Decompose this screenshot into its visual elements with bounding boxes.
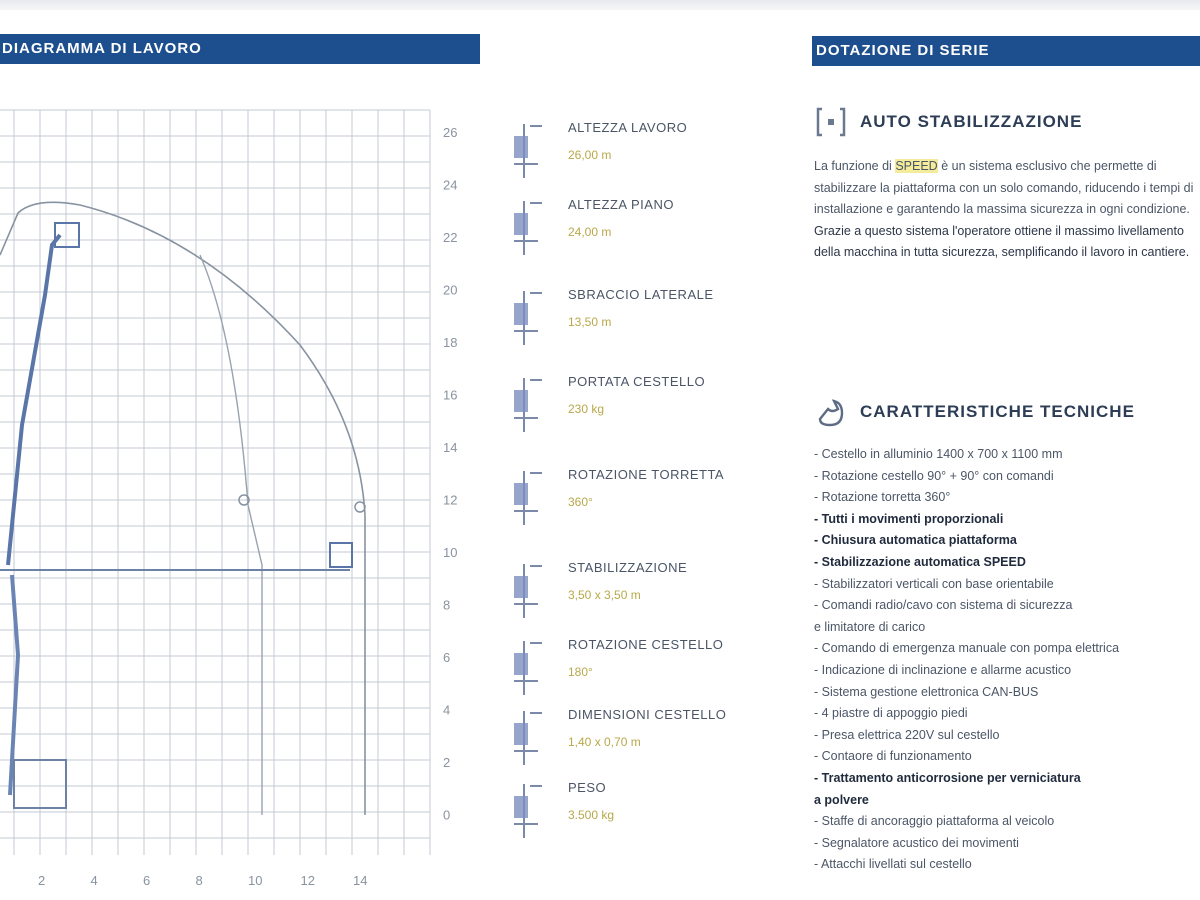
spec-name: STABILIZZAZIONE	[568, 560, 688, 575]
y-tick-label: 0	[443, 807, 451, 823]
spec-value: 3,50 x 3,50 m	[568, 588, 641, 602]
technical-feature-item: - Cestello in alluminio 1400 x 700 x 1100 mm	[814, 447, 1063, 461]
technical-features-icon	[814, 395, 848, 429]
spec-name: PESO	[568, 780, 607, 795]
technical-feature-item: - Stabilizzatori verticali con base orientabile	[814, 576, 1054, 591]
technical-feature-item: - Comando di emergenza manuale con pompa elettrica	[814, 641, 1120, 656]
x-tick-label: 10	[248, 873, 263, 888]
y-tick-label: 22	[443, 230, 458, 245]
outreach-icon	[500, 285, 550, 355]
auto-stabilization-heading	[814, 105, 1082, 139]
standard-equipment-header: DOTAZIONE DI SERIE	[812, 36, 1200, 66]
basket-load-icon	[500, 372, 550, 442]
spec-item	[500, 558, 750, 628]
spec-value: 13,50 m	[568, 315, 612, 329]
technical-features-list	[814, 444, 1194, 876]
basket-rotation-icon	[500, 635, 550, 705]
technical-feature-item: - Attacchi livellati sul cestello	[814, 857, 972, 872]
spec-name: SBRACCIO LATERALE	[568, 287, 714, 302]
spec-item	[500, 372, 750, 442]
speed-highlight: SPEED	[895, 159, 938, 173]
boom-arm	[8, 235, 60, 565]
x-tick-label: 4	[90, 873, 98, 888]
working-envelope-outer	[0, 202, 365, 815]
y-tick-label: 16	[443, 387, 458, 403]
basket-size-icon	[500, 705, 550, 775]
y-tick-label: 26	[443, 125, 458, 140]
y-tick-label: 18	[443, 335, 458, 350]
spec-name: ROTAZIONE TORRETTA	[568, 467, 725, 482]
spec-value: 230 kg	[568, 402, 605, 416]
top-band	[0, 0, 1200, 10]
spec-value: 180°	[568, 665, 593, 679]
spec-item	[500, 778, 750, 848]
y-tick-label: 6	[443, 650, 451, 665]
working-diagram-header: DIAGRAMMA DI LAVORO	[0, 34, 480, 64]
technical-feature-item: a polvere	[814, 792, 869, 807]
platform-height-icon	[500, 195, 550, 265]
technical-feature-item: - Stabilizzazione automatica SPEED	[814, 554, 1026, 569]
spec-value: 1,40 x 0,70 m	[568, 735, 641, 749]
x-tick-label: 8	[195, 873, 203, 888]
joint-b	[355, 502, 365, 512]
x-tick-label: 2	[38, 873, 46, 888]
y-tick-label: 20	[443, 282, 458, 298]
spec-name: DIMENSIONI CESTELLO	[568, 707, 727, 722]
working-envelope	[0, 202, 365, 815]
technical-features-heading	[814, 395, 1135, 429]
y-tick-label: 10	[443, 545, 458, 560]
technical-feature-item: - Chiusura automatica piattaforma	[814, 533, 1017, 548]
technical-feature-item: - 4 piastre di appoggio piedi	[814, 706, 968, 721]
x-tick-label: 6	[143, 873, 151, 888]
working-height-icon	[500, 118, 550, 188]
spec-value: 24,00 m	[568, 225, 612, 239]
turret-rotation-icon	[500, 465, 550, 535]
reach-basket	[330, 543, 352, 567]
spec-name: ROTAZIONE CESTELLO	[568, 637, 724, 652]
technical-feature-item: - Segnalatore acustico dei movimenti	[814, 835, 1019, 850]
x-axis-ticks	[38, 873, 367, 888]
spec-name: ALTEZZA LAVORO	[568, 120, 688, 135]
x-tick-label: 14	[353, 873, 368, 888]
stabilizers-icon	[500, 558, 550, 628]
y-tick-label: 14	[443, 440, 458, 455]
x-tick-label: 12	[300, 873, 315, 888]
spec-item	[500, 118, 750, 188]
auto-stabilization-icon	[814, 105, 848, 139]
y-tick-label: 24	[443, 177, 458, 193]
technical-feature-item: - Sistema gestione elettronica CAN-BUS	[814, 684, 1039, 699]
technical-feature-item: e limitatore di carico	[814, 619, 926, 634]
spec-value: 3.500 kg	[568, 808, 615, 822]
technical-feature-item: - Rotazione cestello 90° + 90° con comandi	[814, 468, 1054, 483]
spec-value: 26,00 m	[568, 148, 612, 162]
technical-feature-item: - Comandi radio/cavo con sistema di sicurezza	[814, 598, 1073, 613]
spec-item	[500, 635, 750, 705]
y-tick-label: 8	[443, 597, 451, 613]
spec-value: 360°	[568, 495, 593, 509]
y-tick-label: 4	[443, 702, 451, 718]
y-tick-label: 12	[443, 492, 458, 508]
technical-feature-item: - Contaore di funzionamento	[814, 749, 972, 764]
technical-feature-item: - Rotazione torretta 360°	[814, 490, 951, 505]
auto-stabilization-title: AUTO STABILIZZAZIONE	[860, 112, 1083, 131]
y-axis-ticks	[443, 125, 457, 823]
technical-feature-item: - Presa elettrica 220V sul cestello	[814, 727, 1000, 742]
spec-item	[500, 195, 750, 265]
technical-feature-item: - Trattamento anticorrosione per verniciatura	[814, 770, 1081, 785]
spec-item	[500, 705, 750, 775]
technical-feature-item: - Staffe di ancoraggio piattaforma al veicolo	[814, 814, 1055, 829]
technical-feature-item: - Indicazione di inclinazione e allarme acustico	[814, 662, 1072, 677]
spec-name: PORTATA CESTELLO	[568, 374, 706, 389]
technical-features-title: CARATTERISTICHE TECNICHE	[860, 402, 1135, 421]
spec-name: ALTEZZA PIANO	[568, 197, 674, 212]
working-range-diagram	[0, 95, 480, 895]
auto-stabilization-text: La funzione di SPEED è un sistema esclusivo che permette di stabilizzare la piattaforma con un solo comando, riducendo i tempi di installazione e garantendo la massima sicurezza in ogni condizione. Grazie a questo sistema l'operatore ottiene il massimo livellamento della macchina in tutta sicurezza, semplificando il lavoro in cantiere.	[814, 159, 1194, 259]
spec-item	[500, 465, 750, 535]
working-envelope-inner	[200, 255, 262, 815]
y-tick-label: 2	[443, 755, 451, 770]
technical-feature-item: - Tutti i movimenti proporzionali	[814, 511, 1004, 526]
spec-item	[500, 285, 750, 355]
weight-icon	[500, 778, 550, 848]
